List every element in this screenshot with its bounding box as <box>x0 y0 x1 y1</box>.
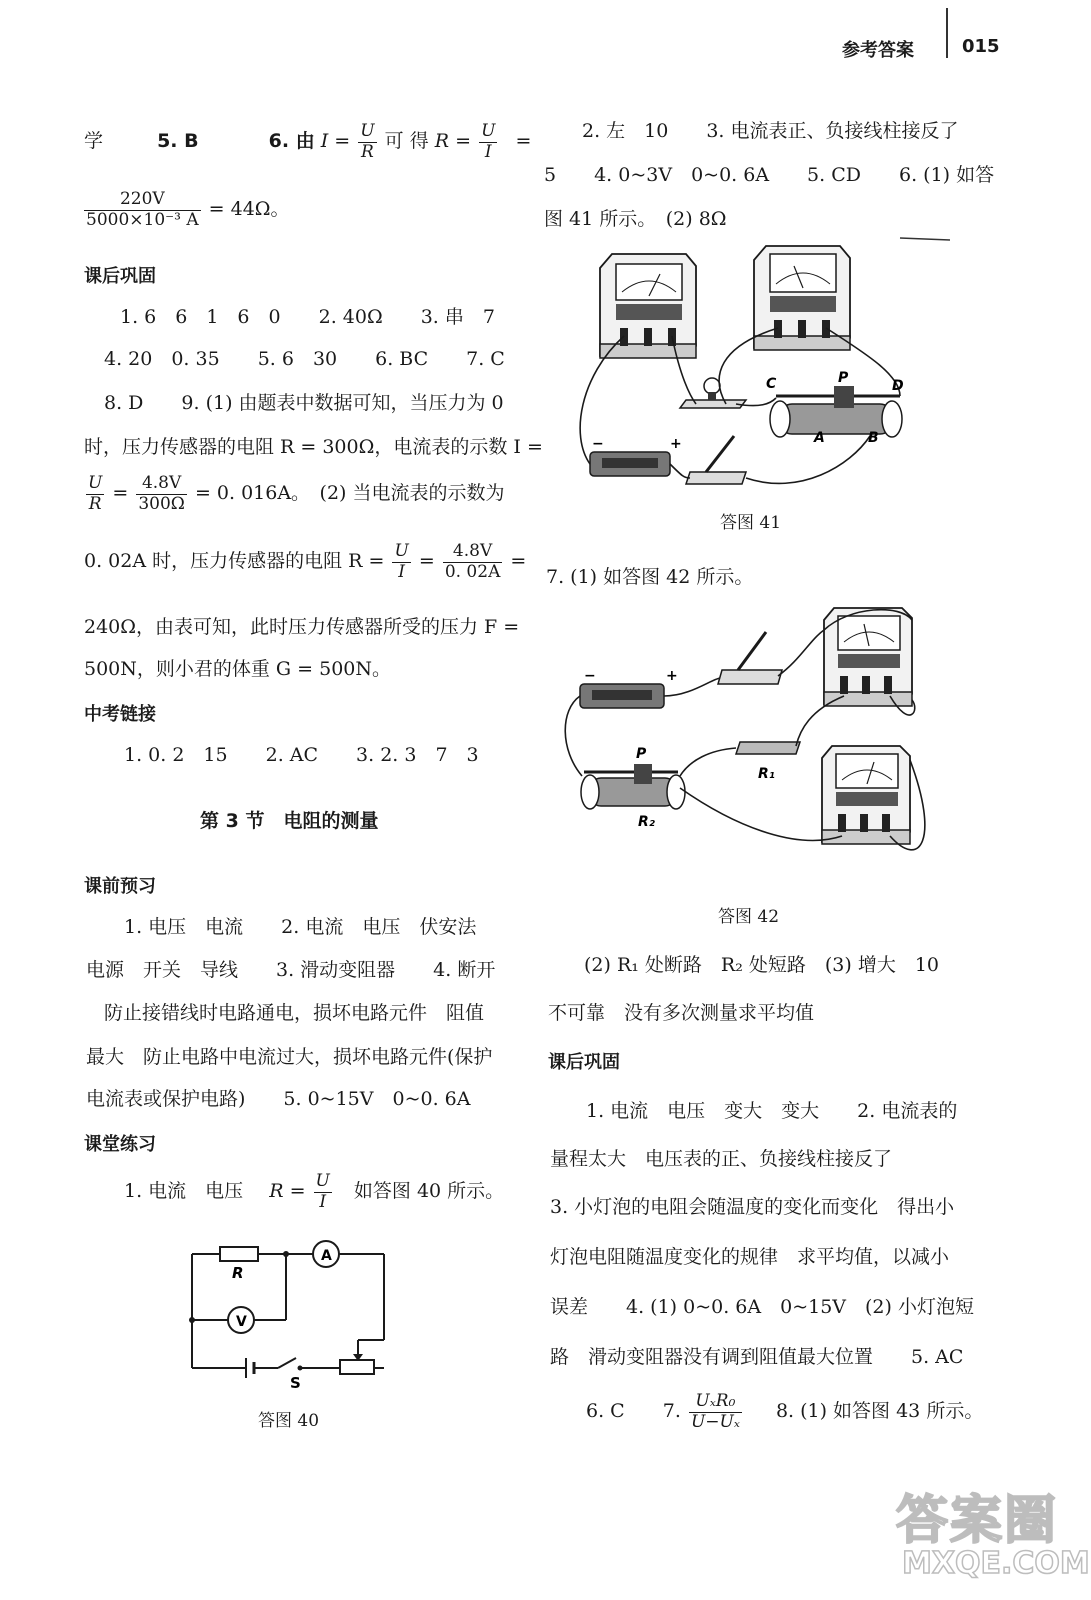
kehou-line-2: 4. 20 0. 35 5. 6 30 6. BC 7. C <box>104 348 505 370</box>
figure-41-circuit <box>570 236 950 506</box>
svg-text:R₂: R₂ <box>638 814 655 830</box>
fraction-u-over-r: $\frac{U}{R}$ <box>360 121 375 162</box>
svg-text:A: A <box>814 430 825 446</box>
section-zhongkao-lianjie: 中考链接 <box>84 704 156 725</box>
svg-text:R: R <box>232 1264 244 1282</box>
resistor-r1-device <box>736 742 800 754</box>
figure-41-caption: 答图 41 <box>720 513 782 533</box>
right-line-1: 2. 左 10 3. 电流表正、负接线柱接反了 <box>582 120 959 142</box>
keqian-line-1: 1. 电压 电流 2. 电流 电压 伏安法 <box>124 916 477 938</box>
svg-text:−: − <box>592 436 604 452</box>
ammeter-device <box>600 254 696 358</box>
right-line-4: 7. (1) 如答图 42 所示。 <box>546 566 754 588</box>
ketang-line-1: 1. 电流 电压 R = $\frac{U}{I}$ 如答图 40 所示。 <box>124 1171 505 1212</box>
svg-text:C: C <box>766 376 777 392</box>
battery-device <box>580 684 664 708</box>
switch-s <box>278 1358 296 1368</box>
switch-device <box>718 632 782 684</box>
svg-text:V: V <box>236 1314 247 1330</box>
keqian-line-2: 电源 开关 导线 3. 滑动变阻器 4. 断开 <box>86 959 496 981</box>
svg-text:P: P <box>636 746 647 762</box>
kehou-line-1: 1. 6 6 1 6 0 2. 40Ω 3. 串 7 <box>120 306 495 328</box>
right-line-5: (2) R₁ 处断路 R₂ 处短路 (3) 增大 10 <box>584 954 940 976</box>
right-line-3: 图 41 所示。 (2) 8Ω <box>544 208 727 230</box>
svg-text:D: D <box>892 378 904 394</box>
figure-42-circuit <box>560 600 940 890</box>
kehou-line-7: 240Ω，由表可知，此时压力传感器所受的压力 F = <box>84 616 520 638</box>
svg-text:−: − <box>584 668 596 684</box>
section-title: 第 3 节 电阻的测量 <box>200 810 379 832</box>
right-line-11: 误差 4. (1) 0~0. 6A 0~15V (2) 小灯泡短 <box>550 1296 974 1318</box>
right-line-7: 1. 电流 电压 变大 变大 2. 电流表的 <box>586 1100 958 1122</box>
resistor-r <box>220 1247 258 1261</box>
keqian-line-5: 电流表或保护电路) 5. 0~15V 0~0. 6A <box>86 1088 471 1110</box>
figure-42-caption: 答图 42 <box>718 907 780 927</box>
right-line-10: 灯泡电阻随温度变化的规律 求平均值，以减小 <box>550 1246 950 1268</box>
svg-text:R₁: R₁ <box>758 766 775 782</box>
svg-text:+: + <box>670 436 682 452</box>
rheostat <box>340 1360 374 1374</box>
fraction-220v: $\frac{220V}{\text{5000×10⁻³ A}}$ <box>86 189 199 230</box>
rheostat-r2-device <box>581 764 685 809</box>
right-line-12: 路 滑动变阻器没有调到阻值最大位置 5. AC <box>550 1346 964 1368</box>
watermark-logo: 答案圈 <box>896 1491 1059 1551</box>
fraction-ux-r0: $\frac{\text{UₓR₀}}{\text{U−Uₓ}}$ <box>690 1391 740 1432</box>
section-keqian-yuxi: 课前预习 <box>84 876 156 897</box>
right-line-9: 3. 小灯泡的电阻会随温度的变化而变化 得出小 <box>550 1196 955 1218</box>
ammeter-device <box>822 746 910 844</box>
header-divider <box>946 8 948 58</box>
svg-text:S: S <box>290 1374 301 1390</box>
section-ketang-lianxi: 课堂练习 <box>84 1134 156 1155</box>
right-line-8: 量程太大 电压表的正、负接线柱接反了 <box>550 1148 893 1170</box>
svg-text:A: A <box>321 1248 332 1264</box>
left-line-2: $\frac{220V}{\text{5000×10⁻³ A}}$ = 44Ω。 <box>86 189 290 230</box>
figure-40-caption: 答图 40 <box>258 1411 320 1431</box>
section-kehou-gonggu-right: 课后巩固 <box>548 1052 620 1073</box>
switch-device <box>686 436 746 484</box>
svg-text:P: P <box>838 370 849 386</box>
left-line-1: 学 5. B 6. 由 I = $\frac{U}{R}$ 可 得 R = $\frac{U}{I}$ = <box>84 121 532 162</box>
kehou-line-4: 时，压力传感器的电阻 R = 300Ω，电流表的示数 I = <box>84 436 543 458</box>
zhongkao-line-1: 1. 0. 2 15 2. AC 3. 2. 3 7 3 <box>124 744 479 766</box>
watermark-url: MXQE.COM <box>902 1546 1090 1581</box>
page-number: 015 <box>962 36 1000 57</box>
keqian-line-4: 最大 防止电路中电流过大，损坏电路元件(保护 <box>86 1046 493 1068</box>
right-line-13: 6. C 7. $\frac{\text{UₓR₀}}{\text{U−Uₓ}}$ 8. (1) 如答图 43 所示。 <box>586 1391 984 1432</box>
voltmeter-device <box>824 608 912 706</box>
svg-text:+: + <box>666 668 678 684</box>
rheostat-device <box>770 386 902 437</box>
figure-40-circuit <box>180 1230 400 1390</box>
kehou-line-3: 8. D 9. (1) 由题表中数据可知，当压力为 0 <box>104 392 504 414</box>
keqian-line-3: 防止接错线时电路通电，损坏电路元件 阻值 <box>104 1002 485 1024</box>
kehou-line-6: 0. 02A 时，压力传感器的电阻 R = $\frac{U}{I}$ = $\frac{4.8V}{0. 02A}$ = <box>84 541 527 582</box>
right-line-6: 不可靠 没有多次测量求平均值 <box>548 1002 815 1024</box>
kehou-line-8: 500N，则小君的体重 G = 500N。 <box>84 658 391 680</box>
kehou-line-5: $\frac{U}{R}$ = $\frac{4.8V}{300\Omega}$ = 0. 016A。 (2) 当电流表的示数为 <box>88 473 505 514</box>
right-line-2: 5 4. 0~3V 0~0. 6A 5. CD 6. (1) 如答 <box>544 164 995 186</box>
fraction-u-over-i: $\frac{U}{I}$ <box>481 121 496 162</box>
svg-text:B: B <box>868 430 879 446</box>
section-kehou-gonggu: 课后巩固 <box>84 266 156 287</box>
header-title: 参考答案 <box>842 40 914 61</box>
battery-device <box>590 452 670 476</box>
